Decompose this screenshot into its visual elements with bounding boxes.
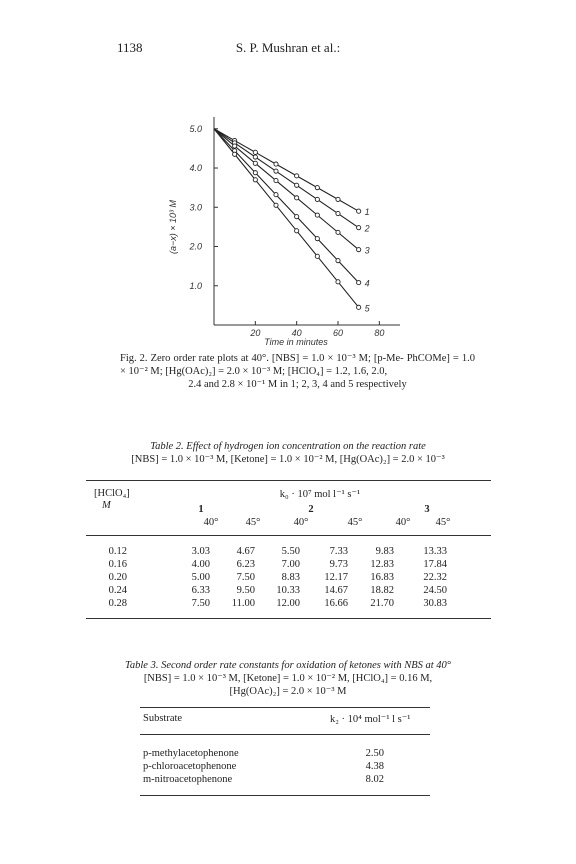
table2-cell: 9.73 — [329, 559, 348, 570]
chart-y-tick-label: 4.0 — [189, 163, 202, 174]
table2-group-1: 1 — [198, 504, 204, 515]
table3-k2-value: 8.02 — [365, 774, 384, 785]
table3-k2-value: 4.38 — [365, 761, 384, 772]
table3-k2-value: 2.50 — [365, 748, 384, 759]
chart-y-tick-label: 1.0 — [189, 280, 202, 291]
chart-x-tick-label: 20 — [250, 328, 261, 338]
chart-y-tick-label: 3.0 — [189, 202, 202, 213]
table2-header-k: k₀ · 10⁷ mol l⁻¹ s⁻¹ — [279, 489, 361, 500]
chart-series-label: 1 — [364, 207, 370, 218]
table2-cell: 17.84 — [423, 559, 447, 570]
chart-y-tick-label: 5.0 — [189, 123, 202, 134]
chart-series-label: 2 — [364, 223, 370, 234]
table3-substrate: p-methylacetophenone — [143, 748, 239, 759]
table2-row-hclo4: 0.12 — [108, 546, 127, 557]
figure-caption-line: Fig. 2. Zero order rate plots at 40°. [NBS] = 1.0 × 10⁻³ M; [p-Me- — [120, 353, 404, 364]
table2-cell: 3.03 — [191, 546, 210, 557]
table3-substrate: m-nitroacetophenone — [143, 774, 233, 785]
chart-series-label: 5 — [364, 303, 370, 314]
chart-series-label: 4 — [364, 278, 370, 289]
table2-caption-conditions: [NBS] = 1.0 × 10⁻³ M, [Ketone] = 1.0 × 10⁻² M, [Hg(OAc)₂] = 2.0 × 10⁻³ — [131, 454, 445, 465]
table2-cell: 12.00 — [276, 598, 300, 609]
table2-cell: 21.70 — [370, 598, 394, 609]
table2-cell: 7.50 — [236, 572, 255, 583]
table2-row-hclo4: 0.16 — [108, 559, 127, 570]
chart-y-tick-label: 2.0 — [189, 241, 202, 252]
figure-caption-line: PhCOMe] = 1.0 × 10⁻² M; [Hg(OAc)₂] = 2.0 × 10⁻³ M; [HClO₄] = 1.2, 1.6, 2.0, — [120, 353, 476, 377]
table3-substrate: p-chloroacetophenone — [143, 761, 237, 772]
table2-cell: 16.83 — [370, 572, 394, 583]
table2-cell: 7.33 — [329, 546, 348, 557]
table-rule — [140, 734, 430, 735]
chart-y-axis-label: (a−x) × 10³ M — [168, 199, 178, 255]
table3-caption-conditions: [Hg(OAc)₂] = 2.0 × 10⁻³ M — [229, 686, 347, 697]
table2-cell: 11.00 — [231, 598, 255, 609]
table2-cell: 13.33 — [423, 546, 447, 557]
table2-cell: 22.32 — [423, 572, 447, 583]
table2-cell: 6.33 — [191, 585, 210, 596]
table2-cell: 8.83 — [281, 572, 300, 583]
table2-cell: 16.66 — [324, 598, 348, 609]
table2-cell: 7.50 — [191, 598, 210, 609]
table2-row-hclo4: 0.20 — [108, 572, 127, 583]
table2-temp-header: 40° — [293, 517, 309, 528]
table2-group-3: 3 — [424, 504, 430, 515]
table2-header-unit: M — [102, 500, 111, 511]
chart-x-tick-label: 40 — [291, 328, 302, 338]
table2-cell: 14.67 — [324, 585, 348, 596]
table2-row-hclo4: 0.24 — [108, 585, 127, 596]
table2-cell: 18.82 — [370, 585, 394, 596]
table2-cell: 30.83 — [423, 598, 447, 609]
table2-cell: 4.00 — [191, 559, 210, 570]
table2-cell: 4.67 — [236, 546, 255, 557]
table2-cell: 6.23 — [236, 559, 255, 570]
table2-cell: 12.17 — [324, 572, 348, 583]
table2-cell: 9.83 — [375, 546, 394, 557]
table3-caption-conditions: [NBS] = 1.0 × 10⁻³ M, [Ketone] = 1.0 × 10⁻² M, [HClO₄] = 0.16 M, — [143, 673, 433, 684]
table2-temp-header: 45° — [435, 517, 451, 528]
table2-cell: 24.50 — [423, 585, 447, 596]
table-rule — [140, 707, 430, 708]
chart-x-tick-label: 80 — [374, 328, 385, 338]
table2-cell: 7.00 — [281, 559, 300, 570]
table2-temp-header: 40° — [395, 517, 411, 528]
table3-header-substrate: Substrate — [143, 713, 183, 724]
table2-header-hclo4: [HClO₄] — [94, 488, 130, 499]
chart-x-axis-label: Time in minutes — [264, 337, 328, 347]
figure-caption-line: 2.4 and 2.8 × 10⁻¹ M in 1; 2, 3, 4 and 5 respectively — [188, 379, 407, 390]
table2-group-2: 2 — [308, 504, 314, 515]
table2-cell: 5.00 — [191, 572, 210, 583]
table2-cell: 12.83 — [370, 559, 394, 570]
chart-x-tick-label: 60 — [332, 328, 344, 338]
chart-series-label: 3 — [364, 245, 370, 256]
table2-cell: 9.50 — [236, 585, 255, 596]
table2-row-hclo4: 0.28 — [108, 598, 127, 609]
table3-header-k2: k₂ · 10⁴ mol⁻¹ l s⁻¹ — [330, 714, 411, 725]
table2-temp-header: 40° — [203, 517, 219, 528]
table2-cell: 5.50 — [281, 546, 300, 557]
table2-cell: 10.33 — [276, 585, 300, 596]
table-rule — [140, 795, 430, 796]
table2-temp-header: 45° — [245, 517, 261, 528]
table3-caption-title: Table 3. Second order rate constants for oxidation of ketones with NBS at 40° — [125, 660, 451, 671]
table2-caption-title: Table 2. Effect of hydrogen ion concentration on the reaction rate — [150, 441, 426, 452]
running-title: S. P. Mushran et al.: — [235, 40, 341, 55]
page-number: 1138 — [117, 40, 143, 55]
table2-temp-header: 45° — [347, 517, 363, 528]
